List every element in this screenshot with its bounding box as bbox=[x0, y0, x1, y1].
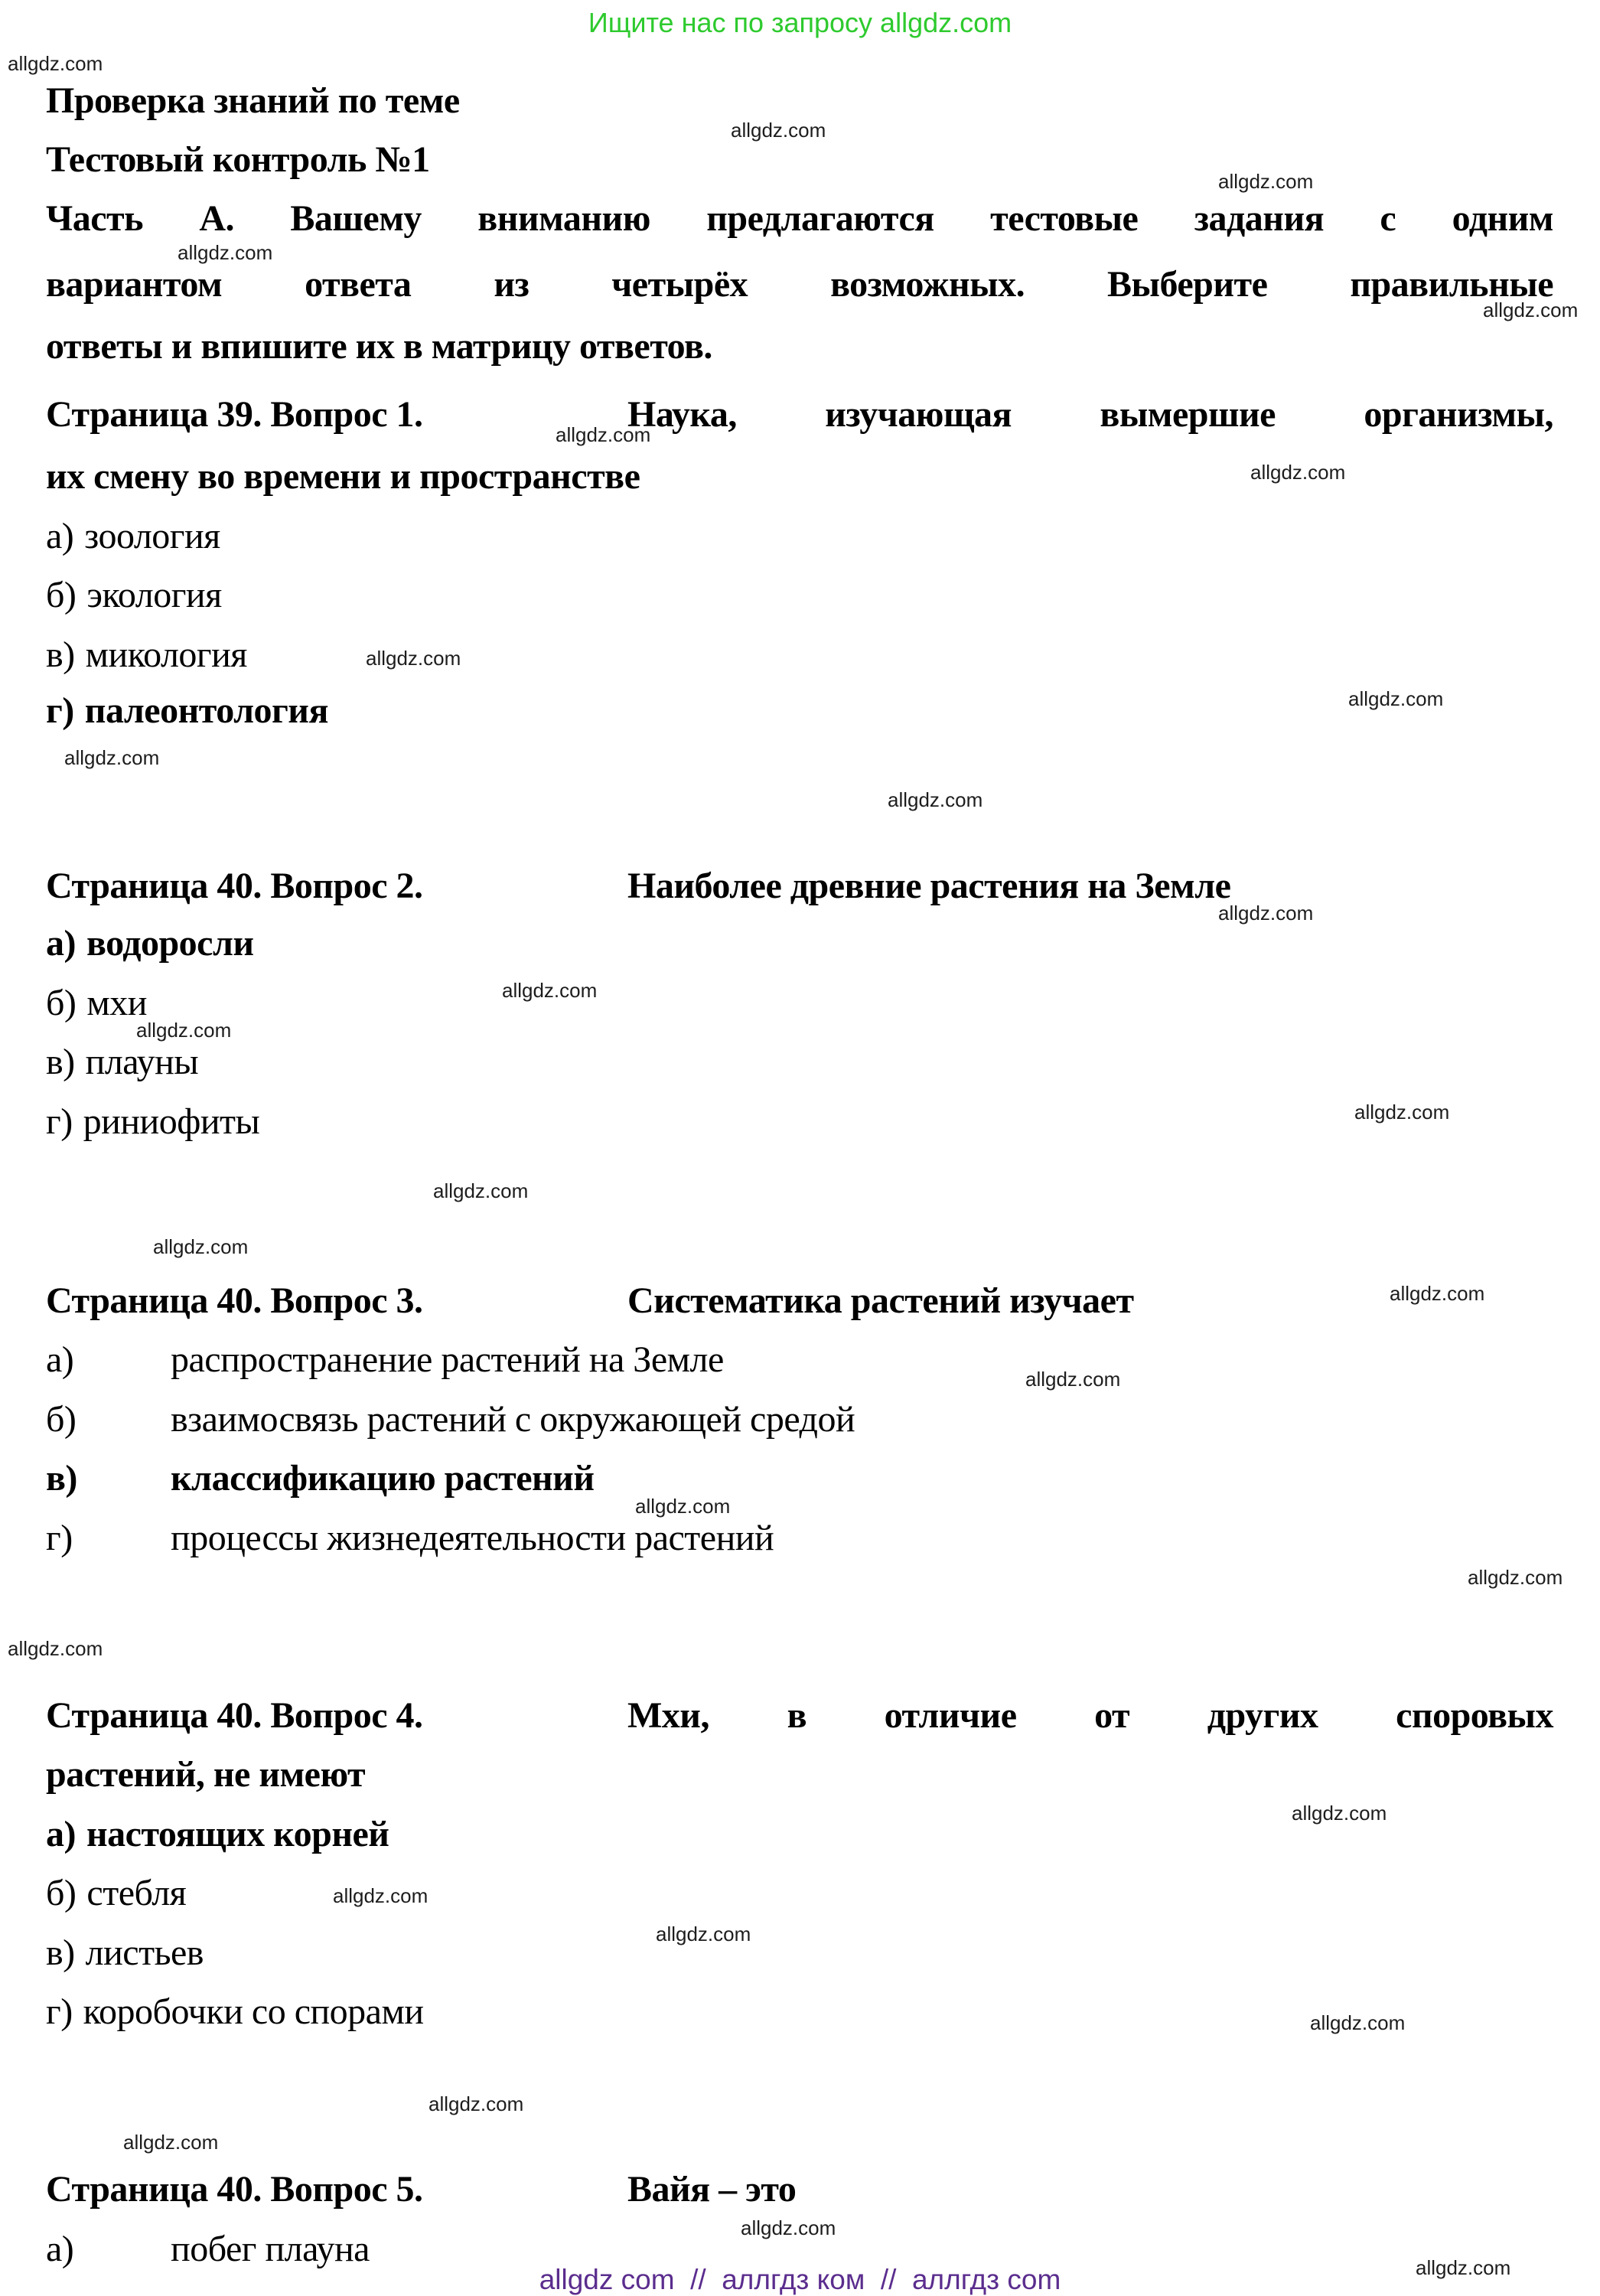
option-2b-text: мхи bbox=[86, 983, 147, 1023]
watermark: allgdz.com bbox=[1310, 2011, 1406, 2034]
watermark: allgdz.com bbox=[8, 52, 103, 75]
option-2g bbox=[46, 1100, 1553, 1144]
option-2b bbox=[46, 981, 1553, 1026]
option-1g-letter: г) bbox=[46, 690, 74, 731]
option-4a-letter: а) bbox=[46, 1814, 76, 1854]
watermark: allgdz.com bbox=[1025, 1368, 1121, 1391]
question-1-label: Страница 39. Вопрос 1. bbox=[46, 394, 423, 435]
option-2g-text: риниофиты bbox=[83, 1101, 260, 1142]
option-4a-correct-answer bbox=[46, 1812, 1553, 1857]
question-4-label: Страница 40. Вопрос 4. bbox=[46, 1695, 423, 1736]
option-3b-text: взаимосвязь растений с окружающей средой bbox=[171, 1399, 855, 1440]
option-3g-letter: г) bbox=[46, 1518, 73, 1558]
option-1g-correct-answer bbox=[46, 689, 1553, 733]
question-3-line bbox=[46, 1279, 1553, 1323]
option-1b-text: экология bbox=[86, 575, 222, 615]
option-1a-letter: а) bbox=[46, 516, 74, 556]
watermark: allgdz.com bbox=[1218, 170, 1314, 193]
question-2-label: Страница 40. Вопрос 2. bbox=[46, 866, 423, 906]
option-4b bbox=[46, 1871, 1553, 1916]
option-4a-text: настоящих корней bbox=[86, 1814, 389, 1854]
question-1-text: Наука, изучающая вымершие организмы, bbox=[627, 394, 1553, 435]
option-4b-letter: б) bbox=[46, 1873, 77, 1913]
watermark: allgdz.com bbox=[178, 241, 273, 264]
watermark: allgdz.com bbox=[1390, 1282, 1485, 1305]
option-3a bbox=[46, 1338, 1553, 1382]
watermark: allgdz.com bbox=[1250, 461, 1346, 484]
watermark: allgdz.com bbox=[64, 746, 160, 769]
watermark: allgdz.com bbox=[429, 2092, 524, 2115]
option-2a-correct-answer bbox=[46, 921, 1553, 966]
footer-links: allgdz com // аллгдз ком // аллгдз com bbox=[539, 2264, 1061, 2295]
watermark: allgdz.com bbox=[1483, 298, 1579, 321]
question-5-text: Вайя – это bbox=[627, 2169, 797, 2210]
question-2-text: Наиболее древние растения на Земле bbox=[627, 866, 1231, 906]
option-1a-text: зоология bbox=[84, 516, 220, 556]
question-2-line bbox=[46, 864, 1553, 908]
option-1v bbox=[46, 633, 1553, 677]
watermark: allgdz.com bbox=[1292, 1802, 1387, 1825]
question-4-text: Мхи, в отличие от других споровых bbox=[627, 1695, 1553, 1736]
option-5a-letter: а) bbox=[46, 2229, 74, 2269]
watermark: allgdz.com bbox=[1416, 2256, 1511, 2279]
watermark: allgdz.com bbox=[635, 1495, 731, 1518]
option-4g-letter: г) bbox=[46, 1991, 73, 2032]
promo-banner: Ищите нас по запросу allgdz.com bbox=[588, 7, 1012, 38]
option-2a-text: водоросли bbox=[86, 923, 254, 964]
option-2b-letter: б) bbox=[46, 983, 77, 1023]
watermark: allgdz.com bbox=[136, 1019, 232, 1042]
option-2v-letter: в) bbox=[46, 1042, 75, 1082]
option-3b-letter: б) bbox=[46, 1399, 77, 1440]
option-3g-text: процессы жизнедеятельности растений bbox=[171, 1518, 774, 1558]
watermark: allgdz.com bbox=[1468, 1566, 1563, 1589]
watermark: allgdz.com bbox=[366, 647, 461, 670]
watermark: allgdz.com bbox=[731, 119, 826, 142]
option-5a-text: побег плауна bbox=[171, 2229, 370, 2269]
watermark: allgdz.com bbox=[741, 2216, 836, 2239]
watermark: allgdz.com bbox=[1354, 1101, 1450, 1124]
question-4-text-line-2: растений, не имеют bbox=[46, 1754, 366, 1795]
watermark: allgdz.com bbox=[888, 788, 983, 811]
question-1-line bbox=[46, 393, 1553, 437]
watermark: allgdz.com bbox=[556, 423, 651, 446]
intro-line-3: ответы и впишите их в матрицу ответов. bbox=[46, 326, 712, 367]
option-3v-correct-answer bbox=[46, 1456, 1553, 1501]
option-3a-text: распространение растений на Земле bbox=[171, 1339, 724, 1380]
watermark: allgdz.com bbox=[153, 1235, 249, 1258]
question-4-line bbox=[46, 1694, 1553, 1738]
option-2v-text: плауны bbox=[85, 1042, 199, 1082]
option-4v-text: листьев bbox=[85, 1932, 204, 1973]
page-title: Проверка знаний по теме bbox=[46, 80, 460, 121]
watermark: allgdz.com bbox=[8, 1637, 103, 1660]
watermark: allgdz.com bbox=[502, 979, 598, 1002]
intro-line-2: вариантом ответа из четырёх возможных. Выберите правильные bbox=[46, 264, 1553, 305]
option-4v-letter: в) bbox=[46, 1932, 75, 1973]
option-4g-text: коробочки со спорами bbox=[83, 1991, 424, 2032]
option-3a-letter: а) bbox=[46, 1339, 74, 1380]
watermark: allgdz.com bbox=[656, 1923, 751, 1945]
option-1a bbox=[46, 514, 1553, 559]
watermark: allgdz.com bbox=[123, 2131, 219, 2154]
option-2g-letter: г) bbox=[46, 1101, 73, 1142]
option-4g bbox=[46, 1990, 1553, 2034]
option-3g bbox=[46, 1516, 1553, 1561]
option-4v bbox=[46, 1931, 1553, 1975]
option-1v-letter: в) bbox=[46, 634, 75, 675]
option-3v-letter: в) bbox=[46, 1458, 77, 1499]
option-3b bbox=[46, 1397, 1553, 1442]
option-1b bbox=[46, 573, 1553, 618]
option-1v-text: микология bbox=[85, 634, 247, 675]
option-2a-letter: а) bbox=[46, 923, 76, 964]
intro-line-1: Часть А. Вашему вниманию предлагаются тестовые задания с одним bbox=[46, 198, 1553, 239]
option-4b-text: стебля bbox=[86, 1873, 187, 1913]
option-3v-text: классификацию растений bbox=[171, 1458, 595, 1499]
question-1-text-line-2: их смену во времени и пространстве bbox=[46, 456, 640, 497]
watermark: allgdz.com bbox=[1218, 902, 1314, 925]
watermark: allgdz.com bbox=[433, 1179, 529, 1202]
option-2v bbox=[46, 1040, 1553, 1084]
question-5-line bbox=[46, 2167, 1553, 2212]
question-5-label: Страница 40. Вопрос 5. bbox=[46, 2169, 423, 2210]
watermark: allgdz.com bbox=[333, 1884, 429, 1907]
watermark: allgdz.com bbox=[1348, 687, 1444, 710]
question-3-text: Систематика растений изучает bbox=[627, 1280, 1134, 1321]
test-title: Тестовый контроль №1 bbox=[46, 139, 430, 180]
option-1b-letter: б) bbox=[46, 575, 77, 615]
question-3-label: Страница 40. Вопрос 3. bbox=[46, 1280, 423, 1321]
option-1g-text: палеонтология bbox=[84, 690, 328, 731]
